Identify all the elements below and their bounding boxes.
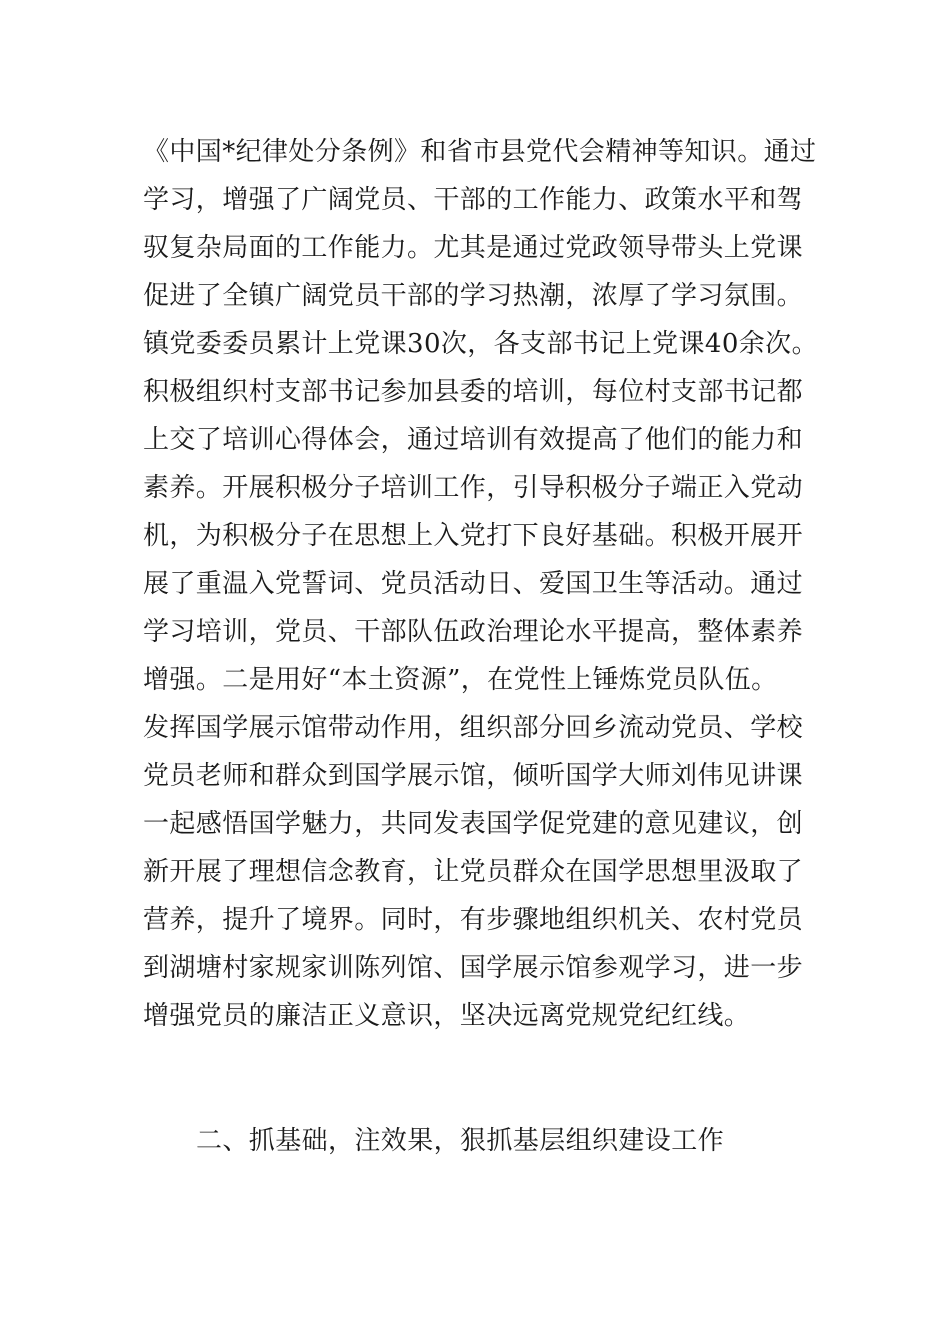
paragraph-line: 一起感悟国学魅力，共同发表国学促党建的意见建议，创 <box>143 809 804 839</box>
paragraph-line: 《中国*纪律处分条例》和省市县党代会精神等知识。通过 <box>143 137 817 167</box>
paragraph-line: 新开展了理想信念教育，让党员群众在国学思想里汲取了 <box>143 857 804 887</box>
paragraph-line: 增强。二是用好“本土资源”，在党性上锤炼党员队伍。 <box>143 665 778 695</box>
paragraph-line: 党员老师和群众到国学展示馆，倾听国学大师刘伟见讲课 <box>143 761 804 791</box>
paragraph-line: 上交了培训心得体会，通过培训有效提高了他们的能力和 <box>143 425 804 455</box>
body-paragraph <box>143 128 823 1040</box>
paragraph-line: 积极组织村支部书记参加县委的培训，每位村支部书记都 <box>143 377 804 407</box>
paragraph-line: 营养，提升了境界。同时，有步骤地组织机关、农村党员 <box>143 905 804 935</box>
paragraph-line: 镇党委委员累计上党课30次，各支部书记上党课40余次。 <box>143 329 818 359</box>
paragraph-line: 促进了全镇广阔党员干部的学习热潮，浓厚了学习氛围。 <box>143 281 804 311</box>
paragraph-line: 学习培训，党员、干部队伍政治理论水平提高，整体素养 <box>143 617 804 647</box>
paragraph-line: 学习，增强了广阔党员、干部的工作能力、政策水平和驾 <box>143 185 804 215</box>
paragraph-line: 素养。开展积极分子培训工作，引导积极分子端正入党动 <box>143 473 804 503</box>
paragraph-line: 驭复杂局面的工作能力。尤其是通过党政领导带头上党课 <box>143 233 804 263</box>
paragraph-line: 增强党员的廉洁正义意识，坚决远离党规党纪红线。 <box>143 1001 751 1031</box>
paragraph-line: 发挥国学展示馆带动作用，组织部分回乡流动党员、学校 <box>143 713 804 743</box>
paragraph-line: 机，为积极分子在思想上入党打下良好基础。积极开展开 <box>143 521 804 551</box>
section-heading: 二、抓基础，注效果，狠抓基层组织建设工作 <box>196 1126 725 1156</box>
paragraph-line: 展了重温入党誓词、党员活动日、爱国卫生等活动。通过 <box>143 569 804 599</box>
paragraph-line: 到湖塘村家规家训陈列馆、国学展示馆参观学习，进一步 <box>143 953 804 983</box>
